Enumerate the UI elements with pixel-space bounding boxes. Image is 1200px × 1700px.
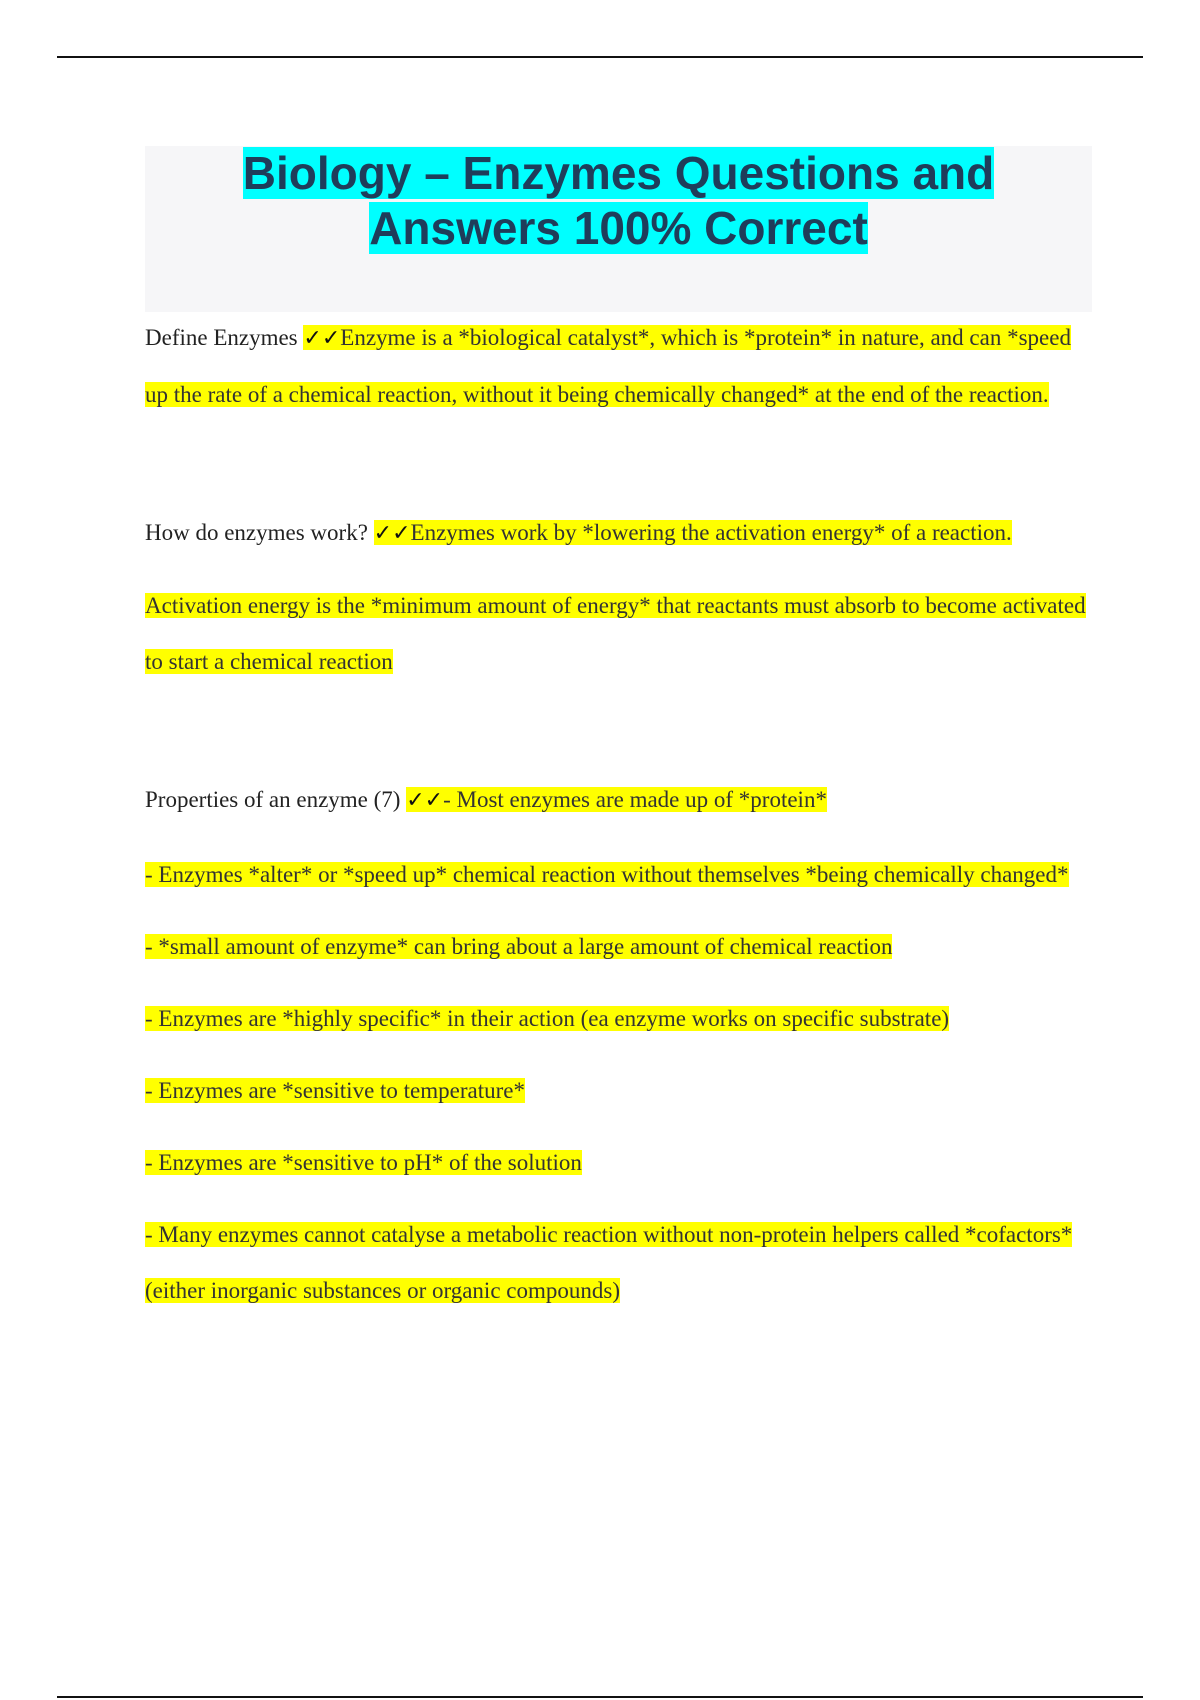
- answer-text: Activation energy is the *minimum amount of energy* that reactants must absorb to become activated to start a chemical reaction: [145, 593, 1086, 674]
- document-body: [145, 310, 1095, 1319]
- answer-text: - Enzymes are *sensitive to temperature*: [145, 1078, 525, 1103]
- property-item: [145, 1207, 1095, 1319]
- double-check-icon: ✓✓: [406, 788, 444, 813]
- title-line-1: Biology – Enzymes Questions and: [242, 147, 995, 199]
- answer-text: Enzyme is a *biological catalyst*, which is *protein* in nature, and can *speed up the rate of a chemical reaction, without it being chemically changed* at the end of the reaction.: [145, 325, 1071, 407]
- bottom-rule: [57, 1696, 1143, 1698]
- document-title: [145, 146, 1092, 256]
- property-item: [145, 991, 1095, 1047]
- top-rule: [57, 56, 1143, 58]
- property-item: [145, 919, 1095, 975]
- question-text: How do enzymes work?: [145, 520, 368, 545]
- double-check-icon: ✓✓: [303, 326, 341, 351]
- double-check-icon: ✓✓: [373, 521, 411, 546]
- title-line-2: Answers 100% Correct: [369, 202, 868, 254]
- answer-text: - Most enzymes are made up of *protein*: [443, 787, 827, 812]
- answer-text: Enzymes work by *lowering the activation energy* of a reaction.: [410, 520, 1012, 545]
- answer-text: - Enzymes *alter* or *speed up* chemical reaction without themselves *being chemically changed*: [145, 862, 1069, 887]
- property-item: [145, 1063, 1095, 1119]
- qa-item: [145, 772, 1095, 829]
- qa-item: [145, 310, 1095, 423]
- question-text: Define Enzymes: [145, 325, 298, 350]
- answer-text: - Enzymes are *highly specific* in their action (ea enzyme works on specific substrate): [145, 1006, 950, 1031]
- answer-text: - *small amount of enzyme* can bring about a large amount of chemical reaction: [145, 934, 893, 959]
- qa-item: [145, 505, 1095, 562]
- answer-text: - Enzymes are *sensitive to pH* of the solution: [145, 1150, 582, 1175]
- answer-text: - Many enzymes cannot catalyse a metabolic reaction without non-protein helpers called *cofactors* (either inorganic substances or organic compounds): [145, 1222, 1073, 1303]
- question-text: Properties of an enzyme (7): [145, 787, 401, 812]
- property-item: [145, 1135, 1095, 1191]
- property-item: [145, 847, 1095, 903]
- title-box: [145, 146, 1092, 312]
- answer-paragraph: [145, 578, 1095, 690]
